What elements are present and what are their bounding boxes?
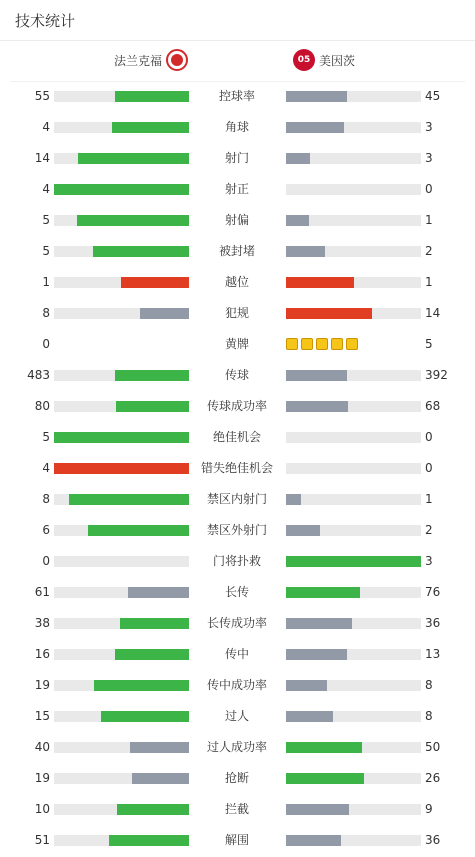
home-bar-fill [128, 587, 189, 598]
home-value: 8 [42, 492, 50, 506]
home-value: 51 [34, 833, 50, 847]
away-bar-track [286, 618, 421, 629]
home-value: 38 [34, 616, 50, 630]
away-team-name: 美因茨 [319, 53, 356, 68]
stats-header [0, 0, 475, 41]
away-bar-fill [286, 525, 320, 536]
away-bar-track [286, 587, 421, 598]
away-value: 5 [425, 337, 433, 351]
home-value: 14 [34, 151, 50, 165]
home-bar-track [54, 401, 189, 412]
stat-label: 禁区内射门 [206, 492, 267, 506]
stat-label: 拦截 [224, 802, 249, 816]
stat-label: 射正 [224, 182, 249, 196]
stat-row [0, 794, 475, 825]
stat-row [0, 143, 475, 174]
away-value: 8 [425, 709, 433, 723]
stat-row [0, 453, 475, 484]
away-bar-fill [286, 401, 348, 412]
home-bar-fill [101, 711, 189, 722]
stat-label: 黄牌 [224, 337, 249, 351]
home-value: 1 [42, 275, 50, 289]
stat-row [0, 701, 475, 732]
home-bar-track [54, 649, 189, 660]
home-bar-fill [54, 184, 189, 195]
stat-row [0, 484, 475, 515]
away-value: 2 [425, 244, 433, 258]
home-bar-fill [115, 370, 189, 381]
away-bar-track [286, 277, 421, 288]
home-value: 4 [42, 461, 50, 475]
away-value: 0 [425, 461, 433, 475]
stat-row [0, 360, 475, 391]
home-bar-fill [115, 91, 189, 102]
yellow-card-icon [331, 338, 343, 350]
away-bar-track [286, 308, 421, 319]
away-bar-fill [286, 494, 301, 505]
away-bar-track [286, 773, 421, 784]
home-value: 19 [34, 678, 50, 692]
stat-label: 射偏 [224, 213, 249, 227]
home-bar-fill [117, 804, 189, 815]
home-bar-fill [78, 153, 189, 164]
away-team[interactable] [293, 49, 355, 71]
stat-row [0, 236, 475, 267]
away-value: 45 [425, 89, 441, 103]
home-bar-track [54, 742, 189, 753]
stat-row [0, 670, 475, 701]
home-bar-track [54, 122, 189, 133]
home-bar-track [54, 556, 189, 567]
stat-label: 越位 [224, 275, 249, 289]
stat-row [0, 112, 475, 143]
away-bar-track [286, 680, 421, 691]
away-bar-fill [286, 122, 344, 133]
away-bar-track [286, 246, 421, 257]
home-bar-track [54, 680, 189, 691]
home-value: 16 [34, 647, 50, 661]
away-bar-track [286, 215, 421, 226]
away-bar-track [286, 432, 421, 443]
stat-row [0, 515, 475, 546]
stat-label: 解围 [224, 833, 249, 847]
home-value: 19 [34, 771, 50, 785]
home-bar-fill [121, 277, 189, 288]
stat-row [0, 422, 475, 453]
yellow-card-icon [301, 338, 313, 350]
home-bar-track [54, 308, 189, 319]
stat-label: 犯规 [224, 306, 249, 320]
away-value: 9 [425, 802, 433, 816]
home-value: 8 [42, 306, 50, 320]
stat-row [0, 81, 475, 112]
home-bar-fill [116, 401, 189, 412]
home-value: 6 [42, 523, 50, 537]
away-bar-fill [286, 649, 347, 660]
stat-label: 控球率 [218, 89, 255, 103]
away-bar-track [286, 370, 421, 381]
home-bar-fill [140, 308, 189, 319]
stat-row [0, 825, 475, 856]
home-bar-track [54, 618, 189, 629]
stat-label: 传中成功率 [206, 678, 267, 692]
away-bar-fill [286, 370, 347, 381]
away-value: 2 [425, 523, 433, 537]
away-value: 13 [425, 647, 441, 661]
stat-row [0, 391, 475, 422]
stat-label: 绝佳机会 [212, 430, 261, 444]
stat-label: 角球 [224, 120, 249, 134]
home-value: 4 [42, 120, 50, 134]
yellow-card-icon [346, 338, 358, 350]
away-bar-fill [286, 556, 421, 567]
teams-row [10, 41, 465, 82]
away-value: 14 [425, 306, 441, 320]
away-bar-track [286, 153, 421, 164]
away-bar-fill [286, 153, 310, 164]
stat-label: 禁区外射门 [206, 523, 267, 537]
home-bar-fill [77, 215, 189, 226]
eintracht-frankfurt-logo-icon [166, 49, 188, 71]
away-value: 0 [425, 430, 433, 444]
stat-label: 过人成功率 [206, 740, 267, 754]
away-bar-track [286, 525, 421, 536]
away-bar-fill [286, 308, 372, 319]
home-value: 5 [42, 213, 50, 227]
away-bar-track [286, 742, 421, 753]
away-value: 50 [425, 740, 441, 754]
yellow-card-icon [316, 338, 328, 350]
away-value: 3 [425, 120, 433, 134]
stat-label: 抢断 [224, 771, 249, 785]
home-value: 4 [42, 182, 50, 196]
stat-label: 长传 [224, 585, 249, 599]
away-bar-track [286, 556, 421, 567]
away-bar-fill [286, 680, 327, 691]
home-bar-track [54, 494, 189, 505]
home-value: 5 [42, 430, 50, 444]
away-value: 1 [425, 492, 433, 506]
away-bar-track [286, 401, 421, 412]
away-bar-fill [286, 804, 349, 815]
away-value: 0 [425, 182, 433, 196]
away-bar-track [286, 91, 421, 102]
home-value: 55 [34, 89, 50, 103]
away-value: 68 [425, 399, 441, 413]
home-bar-fill [93, 246, 189, 257]
away-bar-fill [286, 587, 360, 598]
stat-row [0, 763, 475, 794]
home-value: 40 [34, 740, 50, 754]
home-bar-track [54, 370, 189, 381]
home-value: 483 [27, 368, 50, 382]
home-bar-track [54, 525, 189, 536]
away-bar-track [286, 649, 421, 660]
stat-label: 射门 [224, 151, 249, 165]
page-title: 技术统计 [15, 12, 76, 30]
away-bar-fill [286, 711, 333, 722]
stat-label: 过人 [224, 709, 249, 723]
home-bar-fill [120, 618, 189, 629]
stat-label: 长传成功率 [206, 616, 267, 630]
away-bar-track [286, 494, 421, 505]
stat-row [0, 732, 475, 763]
away-value: 1 [425, 275, 433, 289]
home-bar-fill [69, 494, 189, 505]
away-bar-track [286, 804, 421, 815]
away-bar-fill [286, 618, 352, 629]
away-bar-track [286, 184, 421, 195]
stat-row [0, 329, 475, 360]
home-bar-track [54, 463, 189, 474]
away-bar-fill [286, 742, 362, 753]
stat-label: 传中 [224, 647, 249, 661]
yellow-card-icon [286, 338, 298, 350]
home-bar-fill [54, 463, 189, 474]
stat-row [0, 174, 475, 205]
home-value: 80 [34, 399, 50, 413]
away-bar-track [286, 463, 421, 474]
home-bar-fill [112, 122, 189, 133]
stat-row [0, 205, 475, 236]
home-value: 5 [42, 244, 50, 258]
away-bar-fill [286, 835, 341, 846]
home-bar-track [54, 246, 189, 257]
away-yellow-cards [286, 338, 358, 350]
stat-label: 错失绝佳机会 [200, 461, 273, 475]
away-value: 8 [425, 678, 433, 692]
away-value: 3 [425, 151, 433, 165]
away-value: 26 [425, 771, 441, 785]
home-bar-fill [115, 649, 189, 660]
home-bar-track [54, 91, 189, 102]
away-bar-track [286, 711, 421, 722]
away-bar-fill [286, 246, 325, 257]
home-bar-fill [132, 773, 189, 784]
away-value: 3 [425, 554, 433, 568]
away-bar-track [286, 835, 421, 846]
stat-label: 传球成功率 [206, 399, 267, 413]
away-value: 36 [425, 616, 441, 630]
home-team[interactable] [114, 49, 188, 71]
away-value: 392 [425, 368, 448, 382]
home-value: 61 [34, 585, 50, 599]
home-bar-track [54, 215, 189, 226]
home-bar-track [54, 773, 189, 784]
home-bar-track [54, 804, 189, 815]
stat-row [0, 267, 475, 298]
stat-row [0, 298, 475, 329]
home-bar-track [54, 587, 189, 598]
home-bar-track [54, 153, 189, 164]
home-value: 0 [42, 554, 50, 568]
home-bar-fill [94, 680, 189, 691]
home-bar-fill [130, 742, 189, 753]
home-bar-fill [109, 835, 189, 846]
stat-label: 门将扑救 [212, 554, 261, 568]
stat-label: 传球 [224, 368, 249, 382]
home-bar-track [54, 711, 189, 722]
home-bar-track [54, 184, 189, 195]
home-value: 0 [42, 337, 50, 351]
away-bar-fill [286, 773, 364, 784]
stat-row [0, 546, 475, 577]
stat-row [0, 608, 475, 639]
away-bar-track [286, 122, 421, 133]
away-value: 1 [425, 213, 433, 227]
mainz-logo-icon: 05 [293, 49, 315, 71]
away-value: 76 [425, 585, 441, 599]
home-bar-track [54, 835, 189, 846]
away-bar-fill [286, 277, 354, 288]
home-bar-track [54, 277, 189, 288]
home-value: 10 [34, 802, 50, 816]
away-bar-fill [286, 91, 347, 102]
away-value: 36 [425, 833, 441, 847]
home-value: 15 [34, 709, 50, 723]
stat-row [0, 639, 475, 670]
home-bar-fill [88, 525, 189, 536]
home-bar-fill [54, 432, 189, 443]
stat-label: 被封堵 [218, 244, 255, 258]
home-team-name: 法兰克福 [114, 53, 163, 68]
stat-row [0, 577, 475, 608]
home-bar-track [54, 432, 189, 443]
away-bar-fill [286, 215, 309, 226]
